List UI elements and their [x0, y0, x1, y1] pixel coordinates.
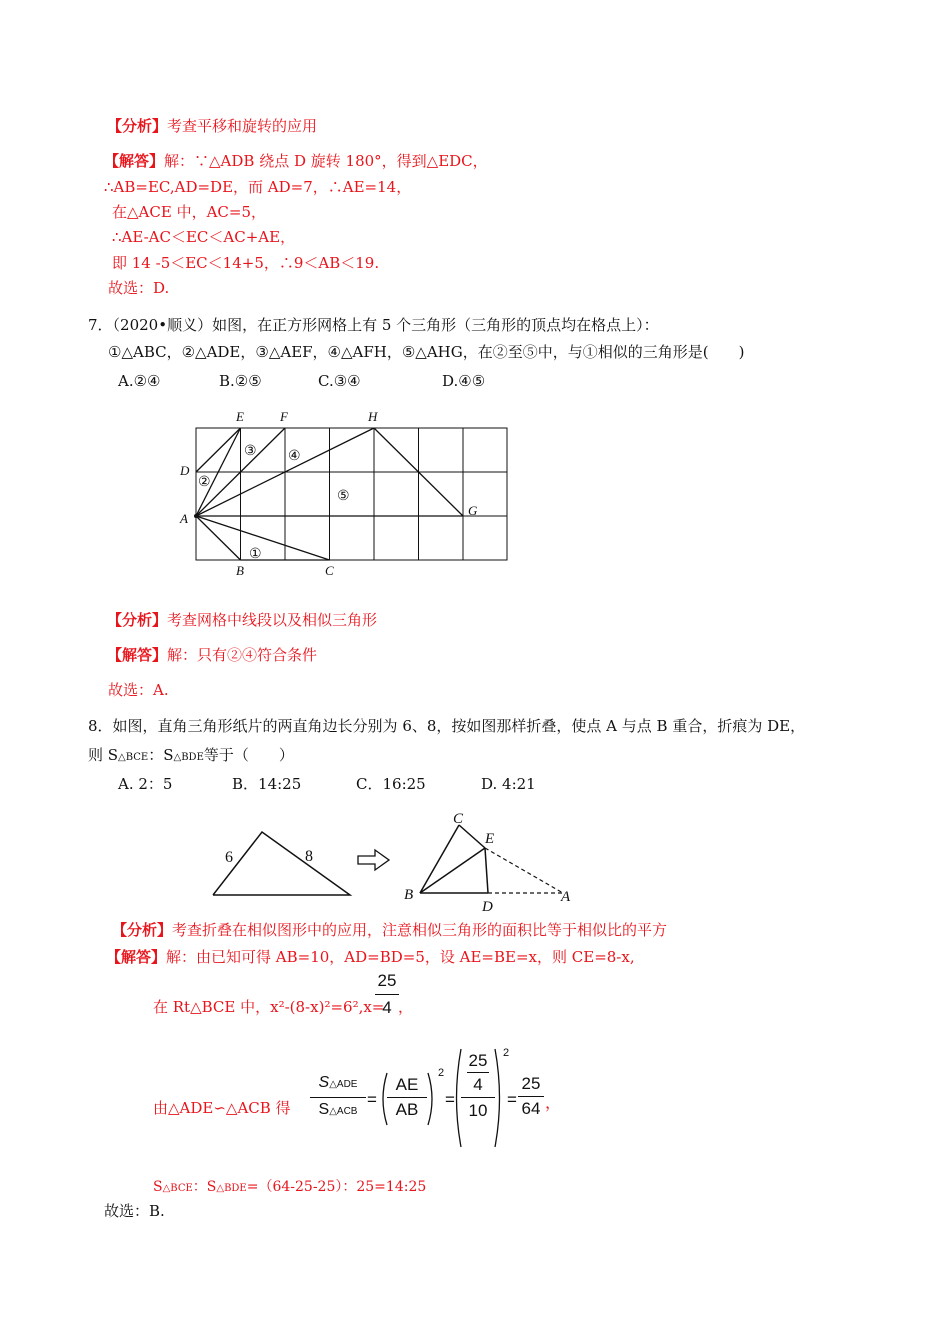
q7-solution: 【解答】解：只有②④符合条件	[107, 646, 318, 664]
q8-label-a: A	[561, 889, 571, 905]
q6-solution-line3: 在△ACE 中，AC=5，	[112, 203, 266, 221]
q8-solution-line1: 【解答】解：由已知可得 AB=10，AD=BD=5，设 AE=BE=x，则 CE=8-x,	[106, 948, 635, 966]
q8-rt-line: 在 Rt△BCE 中，x²-(8-x)²=6²,x=	[153, 998, 385, 1016]
q8-analysis: 【分析】考查折叠在相似图形中的应用，注意相似三角形的面积比等于相似比的平方	[112, 921, 668, 939]
q7-option-d: D.④⑤	[442, 372, 486, 390]
q8-side-6: 6	[225, 849, 233, 866]
q8-option-c: C．16:25	[356, 775, 426, 793]
q6-solution-line5: 即 14 -5＜EC＜14+5，∴9＜AB＜19.	[112, 254, 380, 272]
q8-stem-line1: 8．如图，直角三角形纸片的两直角边长分别为 6、8，按如图那样折叠，使点 A 与点 B 重合，折痕为 DE，	[88, 717, 806, 735]
q8-side-8: 8	[305, 848, 313, 865]
q8-sim-prefix: 由△ADE∽△ACB 得	[153, 1099, 291, 1117]
q7-grid-figure	[170, 400, 520, 585]
q7-stem-line2: ①△ABC，②△ADE，③△AEF，④△AFH，⑤△AHG，在②至⑤中，与①相似的三角形是( )	[108, 343, 745, 361]
q7-label-f: F	[280, 409, 288, 424]
q7-option-c: C.③④	[318, 372, 361, 390]
q8-area-ratio: S△ADE S△ACB	[310, 1073, 366, 1122]
q8-fold-figure	[205, 805, 585, 915]
q8-answer: 故选：B.	[104, 1202, 165, 1220]
q7-region-5: ⑤	[337, 489, 350, 504]
q8-rt-fraction: 25 4	[375, 971, 399, 1018]
q7-region-3: ③	[244, 444, 257, 459]
q7-label-b: B	[236, 563, 244, 578]
q8-option-b: B．14:25	[232, 775, 302, 793]
q6-analysis: 【分析】考查平移和旋转的应用	[107, 117, 318, 135]
q8-label-d: D	[482, 899, 493, 915]
q7-analysis: 【分析】考查网格中线段以及相似三角形	[107, 611, 378, 629]
q7-label-h: H	[368, 409, 378, 424]
q8-result-fraction: 25 64	[518, 1074, 544, 1119]
q6-solution-line1: 【解答】解：∵△ADB 绕点 D 旋转 180°，得到△EDC，	[104, 152, 488, 170]
q7-region-4: ④	[288, 449, 301, 464]
q7-option-b: B.②⑤	[219, 372, 262, 390]
q8-option-a: A. 2：5	[118, 775, 173, 793]
q7-answer: 故选：A.	[108, 681, 169, 699]
q8-nested-fraction: 25 4 10	[461, 1051, 495, 1120]
q7-label-d: D	[180, 463, 190, 478]
q8-arrow-icon	[358, 850, 389, 870]
q7-option-a: A.②④	[118, 372, 161, 390]
q8-sim-formula: S△ADE S△ACB = AE AB 2 = 25 4 10 2 = 25 64 ，	[307, 1047, 557, 1152]
q7-stem-line1: 7．（2020•顺义）如图，在正方形网格上有 5 个三角形（三角形的顶点均在格点上）：	[88, 316, 659, 334]
q7-label-c: C	[325, 563, 334, 578]
q6-solution-line4: ∴AE-AC＜EC＜AC+AE，	[112, 228, 296, 246]
q8-label-e: E	[485, 831, 495, 847]
q7-label-e: E	[236, 409, 244, 424]
q8-length-ratio: AE AB	[387, 1075, 427, 1120]
q8-stem-line2: 则 S△BCE：S△BDE等于（ ）	[88, 746, 294, 764]
q8-rt-suffix: ，	[398, 998, 414, 1016]
q8-option-d: D. 4:21	[481, 775, 536, 793]
q7-label-a: A	[180, 511, 188, 526]
q6-solution-line2: ∴AB=EC,AD=DE，而 AD=7，∴AE=14，	[104, 178, 412, 196]
q8-label-b: B	[404, 887, 414, 903]
q7-region-2: ②	[198, 475, 211, 490]
q7-label-g: G	[468, 503, 478, 518]
q8-final-line: S△BCE：S△BDE=（64-25-25）：25=14:25	[153, 1179, 427, 1195]
q7-region-1: ①	[249, 547, 262, 562]
q8-label-c: C	[453, 811, 464, 827]
q6-answer: 故选：D.	[108, 279, 170, 297]
